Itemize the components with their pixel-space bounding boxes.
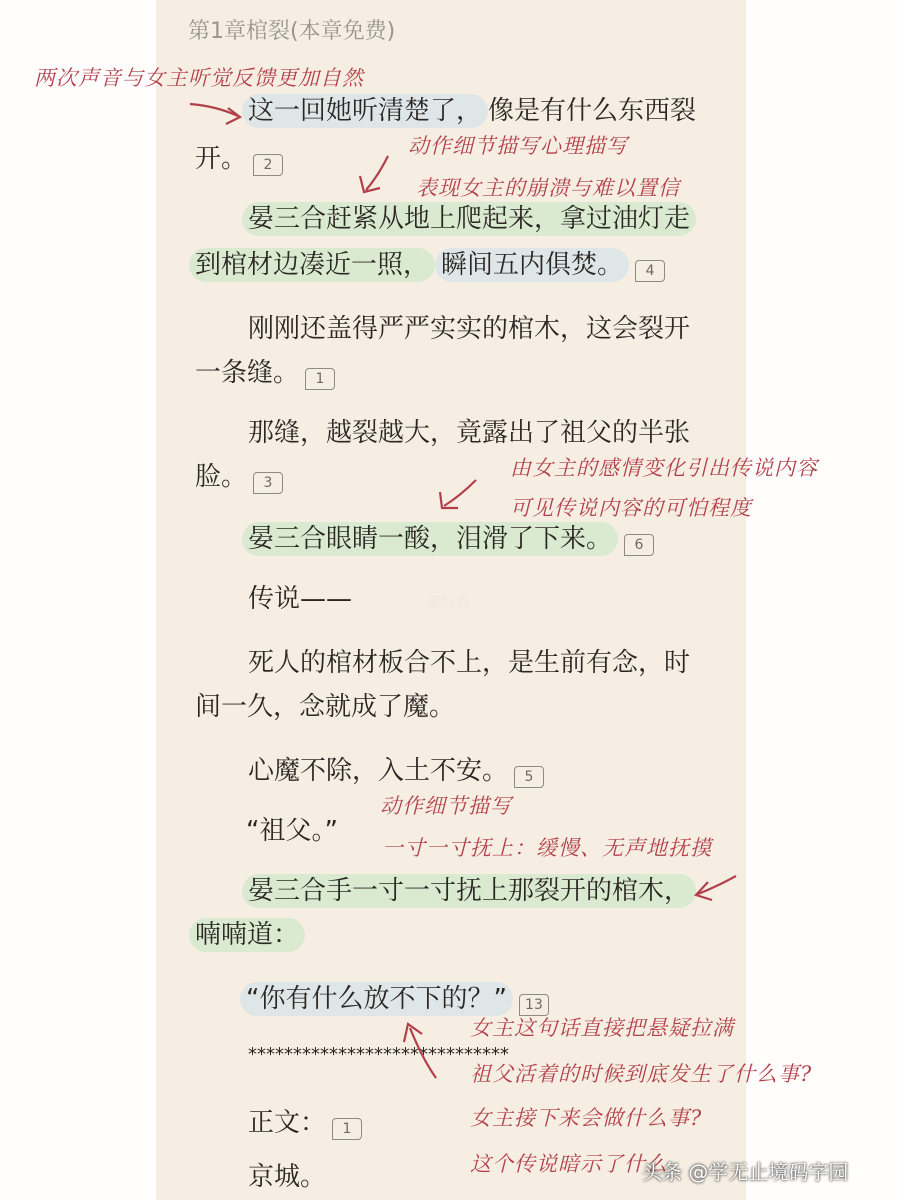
comment-count-badge[interactable]: 5: [514, 766, 544, 788]
chapter-title: 第1章棺裂(本章免费): [188, 19, 396, 44]
annotation-4a: 动作细节描写: [380, 794, 512, 818]
separator-stars: *****************************: [248, 1044, 509, 1065]
annotation-3b: 可见传说内容的可怕程度: [510, 496, 752, 520]
comment-count-badge[interactable]: 6: [624, 534, 654, 556]
paragraph-text: 心魔不除，入土不安。: [248, 756, 509, 786]
paragraph-6-line-1: 传说——: [248, 584, 353, 614]
annotation-3a: 由女主的感情变化引出传说内容: [510, 456, 818, 480]
watermark: @红豹: [428, 594, 470, 610]
annotation-1: 两次声音与女主听觉反馈更加自然: [34, 66, 364, 90]
highlight-text: 到棺材边凑近一照，: [189, 248, 435, 282]
annotation-5a: 女主这句话直接把悬疑拉满: [470, 1016, 734, 1040]
paragraph-10-line-1: [248, 874, 696, 908]
highlight-text: 晏三合眼睛一酸，泪滑了下来。: [242, 522, 618, 556]
arrow-icon: [690, 870, 740, 904]
paragraph-1-line-1: [248, 94, 696, 128]
paragraph-2-line-2: [195, 248, 665, 282]
comment-count-badge[interactable]: 1: [332, 1118, 362, 1140]
comment-count-badge[interactable]: 2: [253, 154, 283, 176]
highlight-text: 瞬间五内俱焚。: [435, 248, 629, 282]
highlight-text: “你有什么放不下的？”: [240, 982, 513, 1016]
comment-count-badge[interactable]: 1: [305, 368, 335, 390]
paragraph-7-line-1: 死人的棺材板合不上，是生前有念，时: [248, 648, 691, 678]
paragraph-10-line-2: [195, 918, 305, 952]
paragraph-5-line-1: [248, 522, 654, 556]
paragraph-4-line-1: 那缝，越裂越大，竟露出了祖父的半张: [248, 418, 691, 448]
paragraph-text: 正文：: [248, 1108, 327, 1138]
annotation-5b: 祖父活着的时候到底发生了什么事?: [470, 1062, 813, 1086]
paragraph-14-line-1: 京城。: [248, 1162, 327, 1192]
paragraph-3-line-2: [195, 356, 335, 390]
paragraph-9-line-1: “祖父。”: [246, 816, 338, 846]
paragraph-4-line-2: [195, 460, 283, 494]
annotation-5d: 这个传说暗示了什么: [470, 1152, 668, 1176]
annotation-5c: 女主接下来会做什么事?: [470, 1106, 703, 1130]
paragraph-11-line-1: [246, 982, 549, 1016]
paragraph-8-line-1: [248, 754, 544, 788]
annotation-2a: 动作细节描写心理描写: [408, 134, 628, 158]
highlight-text: 喃喃道：: [189, 918, 305, 952]
paragraph-2-line-1: [248, 202, 696, 236]
arrow-icon: [430, 476, 482, 516]
paragraph-13-line-1: [248, 1106, 362, 1140]
paragraph-1-line-2: [195, 142, 283, 176]
annotation-4b: 一寸一寸抚上：缓慢、无声地抚摸: [382, 836, 712, 860]
arrow-icon: [188, 92, 248, 132]
comment-count-badge[interactable]: 4: [635, 260, 665, 282]
annotation-2b: 表现女主的崩溃与难以置信: [416, 176, 680, 200]
highlight-text: 晏三合赶紧从地上爬起来，拿过油灯走: [242, 202, 696, 236]
highlight-text: 晏三合手一寸一寸抚上那裂开的棺木，: [242, 874, 696, 908]
source-watermark: 头条 @学无止境码字园: [642, 1160, 849, 1184]
paragraph-text: 开。: [195, 144, 248, 174]
arrow-icon: [352, 152, 396, 200]
comment-count-badge[interactable]: 13: [519, 994, 549, 1016]
paragraph-7-line-2: 间一久，念就成了魔。: [195, 692, 456, 722]
paragraph-text: 脸。: [195, 462, 248, 492]
highlight-text: 这一回她听清楚了，: [242, 94, 488, 128]
comment-count-badge[interactable]: 3: [253, 472, 283, 494]
paragraph-text: 像是有什么东西裂: [488, 96, 697, 126]
paragraph-3-line-1: 刚刚还盖得严严实实的棺木，这会裂开: [248, 314, 691, 344]
paragraph-text: 一条缝。: [195, 358, 300, 388]
arrow-icon: [400, 1018, 444, 1082]
